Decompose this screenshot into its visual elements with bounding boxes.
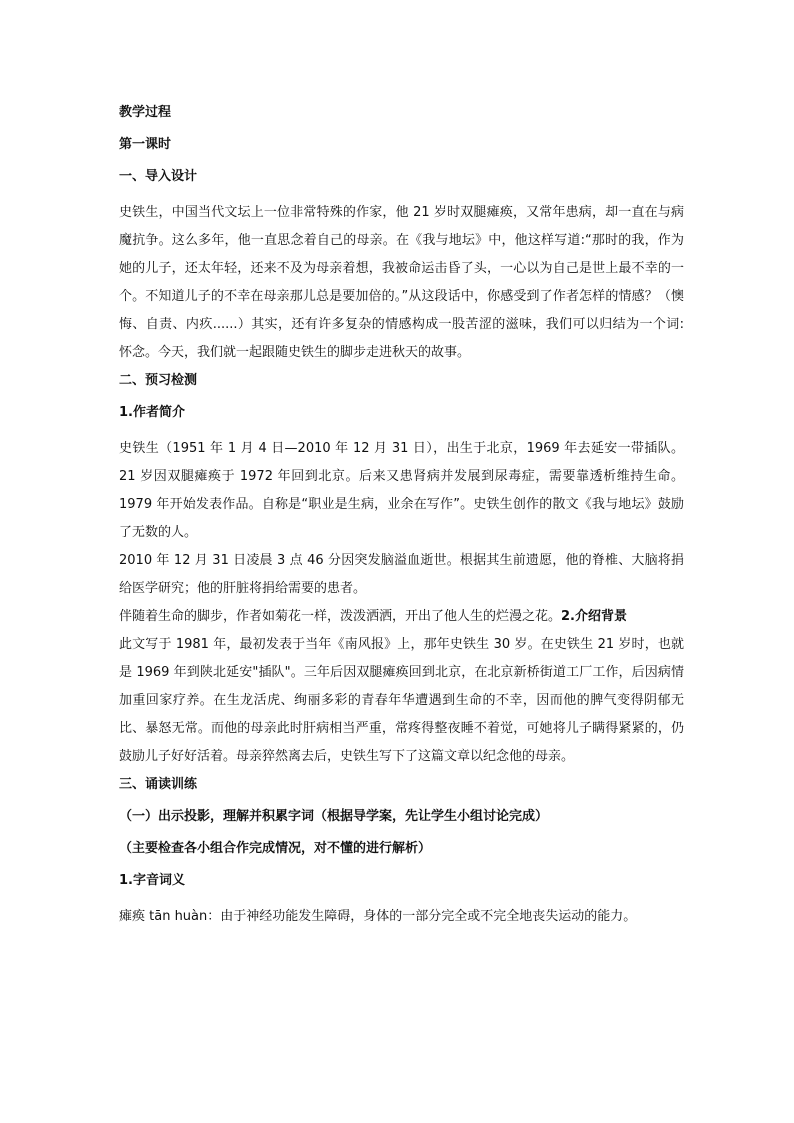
background-paragraph: 此文写于 1981 年，最初发表于当年《南风报》上，那年史铁生 30 岁。在史铁生 21 岁时，也就是 1969 年到陕北延安"插队"。三年后因双腿瘫痪回到北京，在北京新桥街道工厂工作，后因病情加重回家疗养。在生龙活虎、绚丽多彩的青春年华遭遇到生命的不幸，因而他的脾气变得阴郁无比、暴怒无常。而他的母亲此时肝病相当严重，常疼得整夜睡不着觉，可她将儿子瞒得紧紧的，仍鼓励儿子好好活着。母亲猝然离去后，史铁生写下了这篇文章以纪念他的母亲。 bbox=[119, 637, 684, 764]
heading-intro-design: 一、导入设计 bbox=[119, 169, 198, 184]
reading-step-1: （一）出示投影，理解并积累字词（根据导学案，先让学生小组讨论完成） bbox=[119, 809, 549, 824]
intro-paragraph: 史铁生，中国当代文坛上一位非常特殊的作家，他 21 岁时双腿瘫痪，又常年患病，却一直在与病魔抗争。这么多年，他一直思念着自己的母亲。在《我与地坛》中，他这样写道:“那时的我，作为她的儿子，还太年轻，还来不及为母亲着想，我被命运击昏了头，一心以为自己是世上最不幸的一个。不知道儿子的不幸在母亲那儿总是要加倍的。”从这段话中，你感受到了作者怎样的情感？（懊悔、自责、内疚......）其实，还有许多复杂的情感构成一股苦涩的滋味，我们可以归结为一个词: 怀念。今天，我们就一起跟随史铁生的脚步走进秋天的故事。 bbox=[119, 205, 684, 360]
author-paragraph-3-text: 伴随着生命的脚步，作者如菊花一样，泼泼洒洒，开出了他人生的烂漫之花。 bbox=[119, 609, 562, 624]
document-body bbox=[119, 103, 684, 931]
vocab-definition: 由于神经功能发生障碍，身体的一部分完全或不完全地丧失运动的能力。 bbox=[220, 909, 637, 924]
author-paragraph-2: 2010 年 12 月 31 日凌晨 3 点 46 分因突发脑溢血逝世。根据其生前遗愿，他的脊椎、大脑将捐给医学研究；他的肝脏将捐给需要的患者。 bbox=[119, 553, 684, 596]
heading-background: 2.介绍背景 bbox=[561, 609, 627, 624]
heading-preview-check: 二、预习检测 bbox=[119, 373, 198, 388]
author-paragraph-3 bbox=[119, 603, 684, 631]
heading-teaching-process: 教学过程 bbox=[119, 105, 172, 120]
reading-step-2: （主要检查各小组合作完成情况，对不懂的进行解析） bbox=[119, 841, 432, 856]
heading-vocabulary: 1.字音词义 bbox=[119, 873, 185, 888]
heading-reading-training: 三、诵读训练 bbox=[119, 777, 198, 792]
vocab-term: 瘫痪 tān huàn： bbox=[119, 909, 221, 924]
author-paragraph-1: 史铁生（1951 年 1 月 4 日—2010 年 12 月 31 日），出生于北京，1969 年去延安一带插队。21 岁因双腿瘫痪于 1972 年回到北京。后来又患肾病并发展到尿毒症，需要靠透析维持生命。1979 年开始发表作品。自称是“职业是生病，业余在写作”。史铁生创作的散文《我与地坛》鼓励了无数的人。 bbox=[119, 441, 684, 540]
heading-first-lesson: 第一课时 bbox=[119, 137, 172, 152]
heading-author-intro: 1.作者简介 bbox=[119, 405, 185, 420]
vocab-entry bbox=[119, 903, 684, 931]
